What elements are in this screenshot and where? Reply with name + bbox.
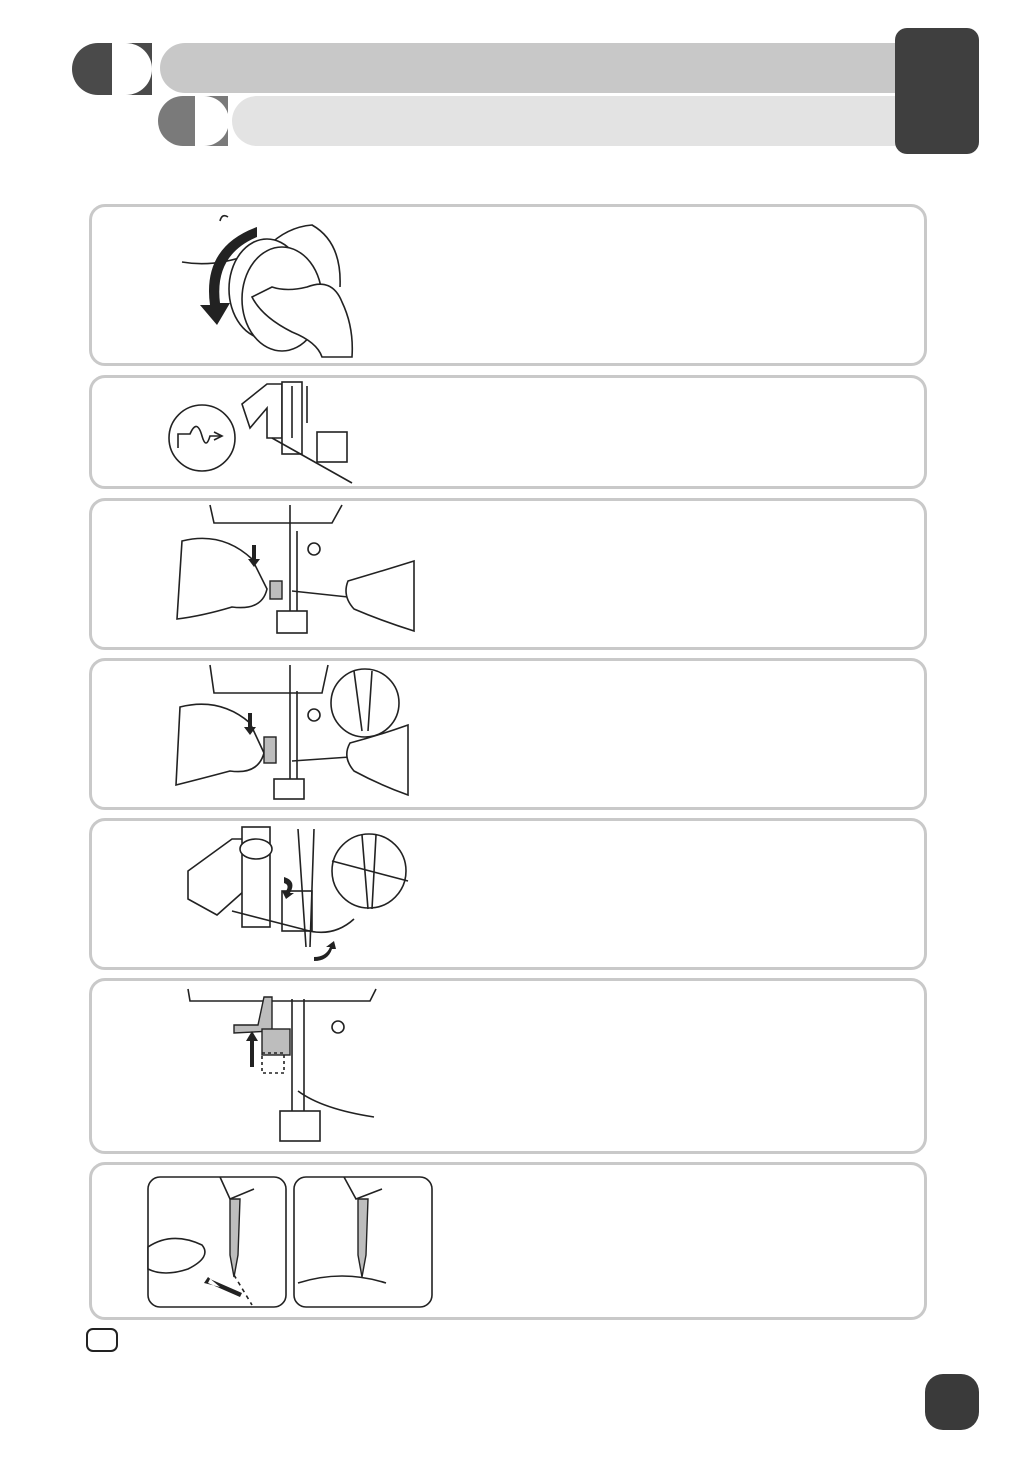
- step-panel-5: [89, 818, 927, 970]
- presser-foot-lever-illustration: [92, 981, 930, 1157]
- handwheel-illustration: [92, 207, 930, 369]
- step-panel-3: [89, 498, 927, 650]
- language-badge: [86, 1328, 118, 1352]
- needle-eye-inset: [331, 669, 399, 737]
- step-panel-6: [89, 978, 927, 1154]
- chapter-title-bar: [160, 43, 920, 93]
- section-title-bar: [232, 96, 922, 146]
- needle-threader-illustration: [92, 661, 930, 813]
- step-panel-1: [89, 204, 927, 366]
- step-panel-2: [89, 375, 927, 489]
- needle-eye-illustration: [92, 821, 930, 973]
- needle-thread-pull-illustration: [92, 1165, 930, 1323]
- step-panel-4: [89, 658, 927, 810]
- page-number-tab: [925, 1374, 979, 1430]
- thread-needle-illustration: [92, 501, 930, 653]
- thread-guide-illustration: [92, 378, 930, 492]
- step-panel-7: [89, 1162, 927, 1320]
- chapter-tab: [895, 28, 979, 154]
